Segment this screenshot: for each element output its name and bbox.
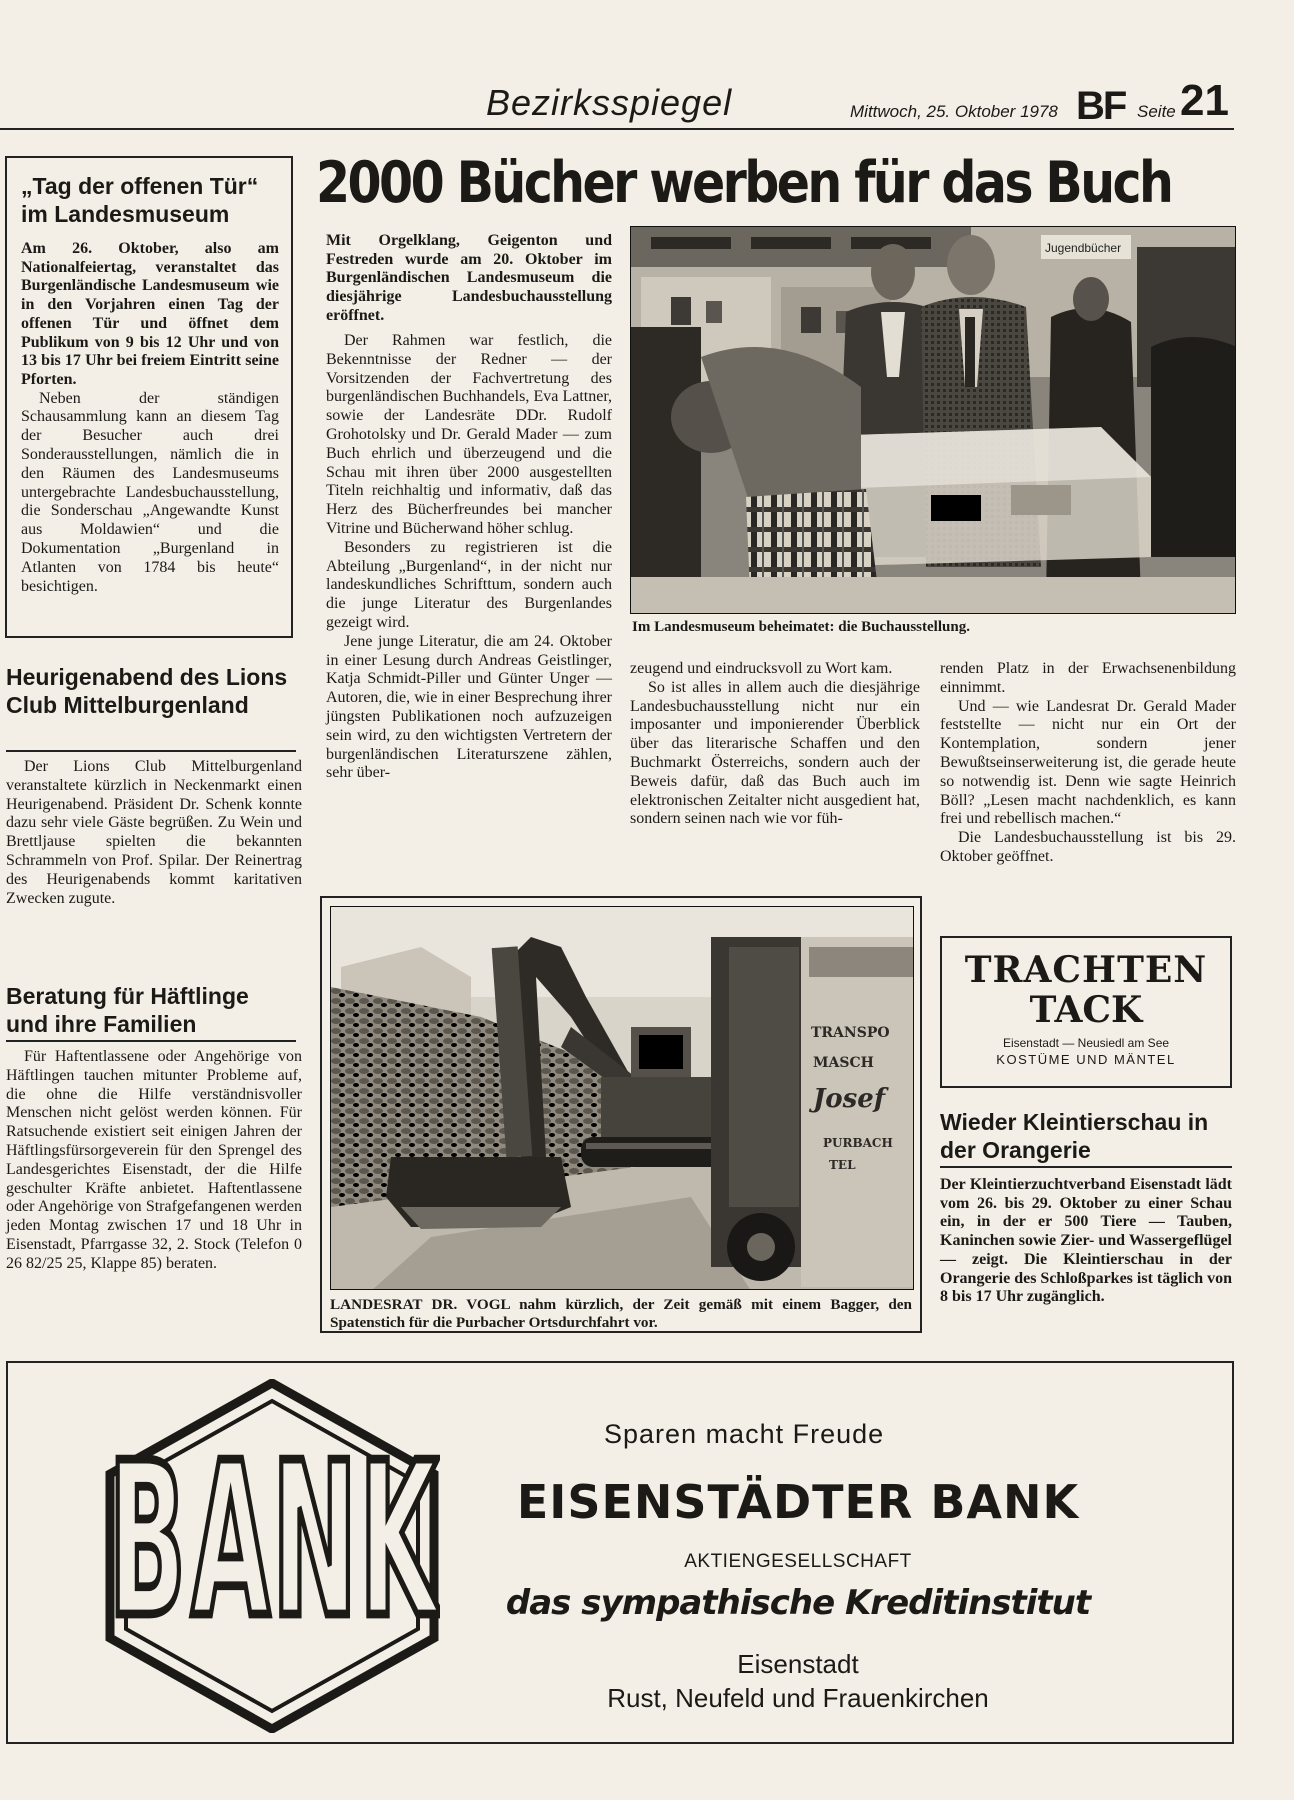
heading-rule bbox=[940, 1166, 1232, 1168]
article-body: Neben der ständigen Schausammlung kann an diesem Tag der Besucher auch drei Sonderausstellungen, nämlich die in den Räumen des Landesmuseums untergebrachte Landesbuchausstellung, die Sonderschau „Angewandte Kunst aus Moldawien“ und die Dokumentation „Burgenland in Atlanten von 1784 bis heute“ besichtigen. bbox=[21, 389, 279, 595]
article-heading-prisoners: Beratung für Häftlinge und ihre Familien bbox=[6, 983, 249, 1037]
photo-book-exhibition bbox=[630, 226, 1236, 614]
article-box-open-day bbox=[5, 156, 293, 638]
newspaper-logo: BF bbox=[1076, 84, 1126, 128]
bank-tagline: das sympathische Kreditinstitut bbox=[505, 1583, 1091, 1623]
main-article-lead: Mit Orgelklang, Geigenton und Festreden wurde am 20. Oktober im Burgenländischen Landesmuseum die diesjährige Landesbuchausstellung eröffnet. bbox=[326, 232, 612, 324]
article-heading-lions: Heurigenabend des Lions Club Mittelburgenland bbox=[6, 664, 288, 718]
article-lead: Am 26. Oktober, also am Nationalfeiertag, veranstaltet das Burgenländische Landesmuseum wie in den Vorjahren einen Tag der offenen Tür und öffnet dem Publikum von 9 bis 12 Uhr und von 13 bis 17 Uhr bei freiem Eintritt seine Pforten. bbox=[21, 240, 279, 388]
bank-logo-letter: B bbox=[108, 1417, 187, 1665]
article-heading: „Tag der offenen Tür“ im Landesmuseum bbox=[21, 173, 259, 227]
truck-text: TEL bbox=[829, 1158, 856, 1172]
main-article-column-2 bbox=[630, 660, 920, 829]
paragraph: Die Landesbuchausstellung ist bis 29. Oktober geöffnet. bbox=[940, 829, 1236, 865]
truck-text: MASCH bbox=[813, 1055, 874, 1071]
photo-book-exhibition-image bbox=[631, 227, 1236, 614]
paragraph: Besonders zu registrieren ist die Abteilung „Burgenland“, in der nicht nur landeskundliches Schrifttum, sondern auch die junge Literatur des Burgenlandes gezeigt wird. bbox=[326, 538, 612, 631]
photo-caption-excavator: LANDESRAT DR. VOGL nahm kürzlich, der Zeit gemäß mit einem Bagger, den Spatenstich für die Purbacher Ortsdurchfahrt vor. bbox=[330, 1296, 912, 1331]
ad-title-line-2: TACK bbox=[1029, 989, 1143, 1031]
paragraph: Jene junge Literatur, die am 24. Oktober in einer Lesung durch Andreas Geistlinger, Katja Schmidt-Piller und Günter Unger — Autoren, die, wie in einer Besprechung ihrer jüngsten Publikationen noch aufzuzeigen sein wird, zu den wichtigsten Vertretern der burgenländischen Literaturszene zählen, sehr über- bbox=[326, 632, 612, 782]
bank-branches: Rust, Neufeld und Frauenkirchen bbox=[607, 1683, 989, 1713]
ad-eisenstaedter-bank bbox=[6, 1361, 1234, 1744]
bank-logo-letter: K bbox=[359, 1417, 439, 1665]
bank-company-type: AKTIENGESELLSCHAFT bbox=[684, 1551, 912, 1572]
main-article-column-3 bbox=[940, 660, 1236, 867]
exhibition-sign: Jugendbücher bbox=[1045, 241, 1122, 255]
section-title: Bezirksspiegel bbox=[486, 82, 733, 123]
heading-rule bbox=[6, 750, 296, 752]
paragraph: So ist alles in allem auch die diesjährige Landesbuchausstellung nicht nur ein imposanter und imponierender Überblick über das literarische Schaffen und den Buchmarkt Österreichs, sondern auch der Beweis dafür, daß das Buch auch im elektronischen Zeitalter nicht ausgedient hat, sondern seinen nach wie vor füh- bbox=[630, 678, 920, 828]
issue-date: Mittwoch, 25. Oktober 1978 bbox=[850, 102, 1058, 121]
bank-logo-letter: A bbox=[191, 1417, 271, 1665]
ad-trachten-tack bbox=[940, 936, 1232, 1088]
bank-name: EISENSTÄDTER BANK bbox=[516, 1475, 1080, 1529]
ad-products: KOSTÜME UND MÄNTEL bbox=[996, 1052, 1176, 1067]
truck-text: Josef bbox=[813, 1084, 886, 1114]
ad-locations: Eisenstadt — Neusiedl am See bbox=[1002, 1036, 1170, 1050]
heading-rule bbox=[6, 1040, 296, 1042]
bank-slogan: Sparen macht Freude bbox=[604, 1419, 885, 1449]
article-body-prisoners: Für Haftentlassene oder Angehörige von Häftlingen tauchen mitunter Probleme auf, die ohne die Hilfe verständnisvoller Menschen nicht gelöst werden können. Für Ratsuchende existiert seit einigen Jahren der Häftlingsfürsorgeverein für den Sprengel des Landesgerichtes Eisenstadt, der die Hilfe geschulter Kräfte anbietet. Haftentlassene oder Angehörige von Strafgefangenen werden jeden Montag zwischen 17 und 18 Uhr in Eisenstadt, Pfarrgasse 32, 2. Stock (Telefon 0 26 82/25 25, Klappe 85) beraten. bbox=[6, 1048, 302, 1272]
header-rule bbox=[0, 128, 1234, 130]
page-label: Seite bbox=[1137, 102, 1176, 121]
main-article-column-1 bbox=[326, 332, 612, 783]
paragraph: renden Platz in der Erwachsenenbildung einnimmt. bbox=[940, 660, 1236, 696]
paragraph: Und — wie Landesrat Dr. Gerald Mader feststellte — nicht nur ein Ort der Kontemplation, sondern jener Bewußtseinserweiterung ist, die gerade heute so notwendig ist. Denn wie sagte Heinrich Böll? „Lesen macht nachdenklich, es kann frei und rebellisch machen.“ bbox=[940, 697, 1236, 828]
article-body-lions: Der Lions Club Mittelburgenland veranstaltete kürzlich in Neckenmarkt einen Heurigenabend. Präsident Dr. Schenk konnte dazu sehr viele Gäste begrüßen. Zu Wein und Brettljause spielten die bekannten Schrammeln von Prof. Spilar. Der Reinertrag des Heurigenabends kommt karitativen Zwecken zugute. bbox=[6, 758, 302, 907]
photo-excavator bbox=[330, 906, 914, 1290]
bank-city: Eisenstadt bbox=[737, 1649, 859, 1679]
bank-logo-icon bbox=[104, 1379, 440, 1733]
bank-logo-letter: N bbox=[271, 1417, 358, 1665]
article-heading-small-animal-show: Wieder Kleintierschau in der Orangerie bbox=[940, 1109, 1209, 1163]
paragraph: zeugend und eindrucksvoll zu Wort kam. bbox=[630, 660, 893, 677]
page-number: 21 bbox=[1180, 76, 1229, 125]
main-headline: 2000 Bücher werben für das Buch bbox=[316, 150, 1172, 216]
photo-box-excavator bbox=[320, 896, 922, 1333]
truck-text: TRANSPO bbox=[811, 1025, 890, 1041]
paragraph: Der Rahmen war festlich, die Bekenntnisse der Redner — der Vorsitzenden der Fachvertretung des burgenländischen Buchhandels, Eva Lattner, sowie der Landesräte DDr. Rudolf Grohotolsky und Dr. Gerald Mader — zum Buch ehrlich und überzeugend und die Schau mit ihren über 2000 ausgestellten Titeln reichhaltig und informativ, daß das Herz des Bücherfreundes bei mancher Vitrine und Bücherwand höher schlug. bbox=[326, 332, 612, 537]
photo-caption-book-exhibition: Im Landesmuseum beheimatet: die Buchausstellung. bbox=[632, 619, 970, 635]
photo-excavator-image bbox=[331, 907, 914, 1290]
truck-text: PURBACH bbox=[823, 1136, 893, 1150]
article-body-small-animal-show: Der Kleintierzuchtverband Eisenstadt lädt vom 26. bis 29. Oktober zu einer Schau ein, in der er 500 Tiere — Tauben, Kaninchen sowie Zier- und Wassergeflügel — zeigt. Die Kleintierschau in der Orangerie des Schloßparkes ist täglich von 8 bis 17 Uhr zugänglich. bbox=[940, 1176, 1233, 1306]
ad-title-line-1: TRACHTEN bbox=[964, 949, 1208, 991]
